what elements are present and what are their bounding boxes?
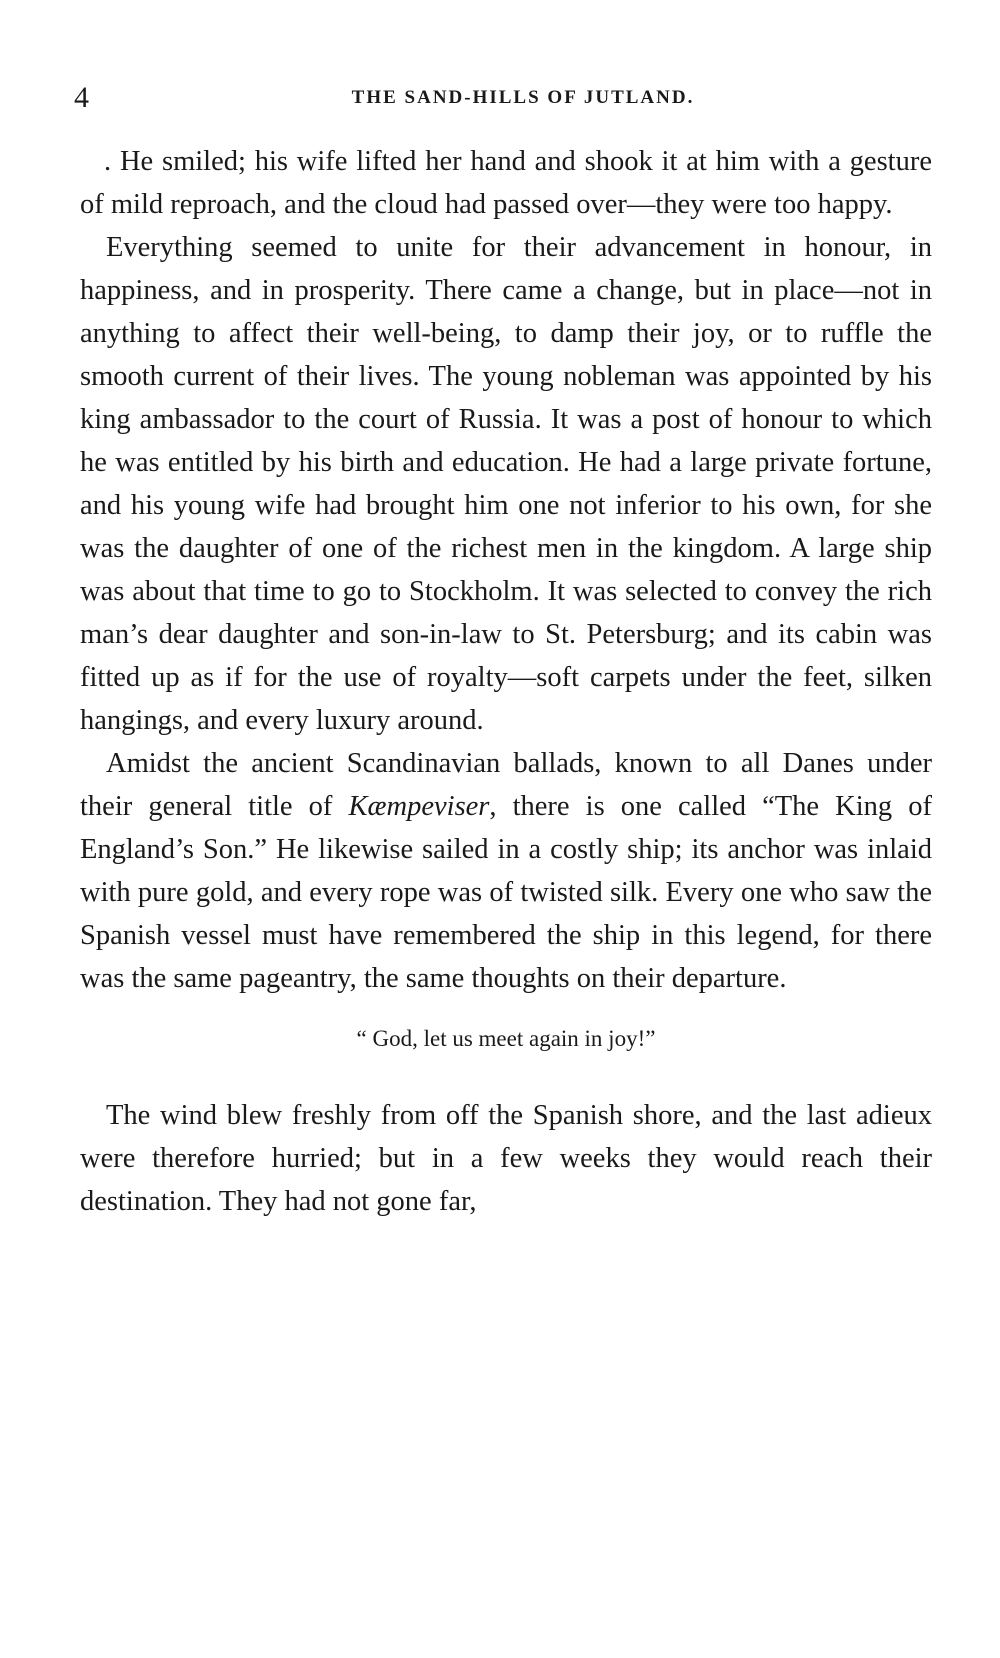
paragraph-2: Everything seemed to unite for their advancement in honour, in happiness, and in prosperity. There came a change, but in place—not in anything to affect their well-being, to damp their joy, or to ruffle the smooth current of their lives. The young nobleman was appointed by his king ambassador to the court of Russia. It was a post of honour to which he was entitled by his birth and education. He had a large private fortune, and his young wife had brought him one not inferior to his own, for she was the daughter of one of the richest men in the kingdom. A large ship was about that time to go to Stockholm. It was selected to convey the rich man’s dear daughter and son-in-law to St. Petersburg; and its cabin was fitted up as if for the use of royalty—soft carpets under the feet, silken hangings, and every luxury around.: [80, 232, 932, 736]
closing-paragraph: The wind blew freshly from off the Spanish shore, and the last adieux were therefore hurried; but in a few weeks they would reach their destination. They had not gone far,: [80, 1100, 932, 1217]
italic-term-kaempeviser: Kæmpeviser: [348, 791, 490, 822]
paragraph-3-text-before: Amidst the ancient Scandinavian ballads, known to all Danes under their general title of: [80, 748, 932, 822]
motto-quote: “ God, let us meet again in joy!”: [356, 1026, 656, 1051]
paragraph-1: . He smiled; his wife lifted her hand and shook it at him with a gesture of mild reproach, and the cloud had passed over—they were too happy.: [80, 146, 932, 220]
paragraph-3: [80, 742, 932, 1000]
page-header: [74, 78, 932, 118]
running-title: THE SAND-HILLS OF JUTLAND.: [351, 87, 695, 108]
paragraph-3-text-after: , there is one called “The King of England’s Son.” He likewise sailed in a costly ship; its anchor was inlaid with pure gold, and every rope was of twisted silk. Every one who saw the Spanish vessel must have remembered the ship in this legend, for there was the same pageantry, the same thoughts on their departure.: [80, 791, 932, 994]
page-number: 4: [74, 81, 89, 114]
page-body: [80, 140, 932, 1223]
